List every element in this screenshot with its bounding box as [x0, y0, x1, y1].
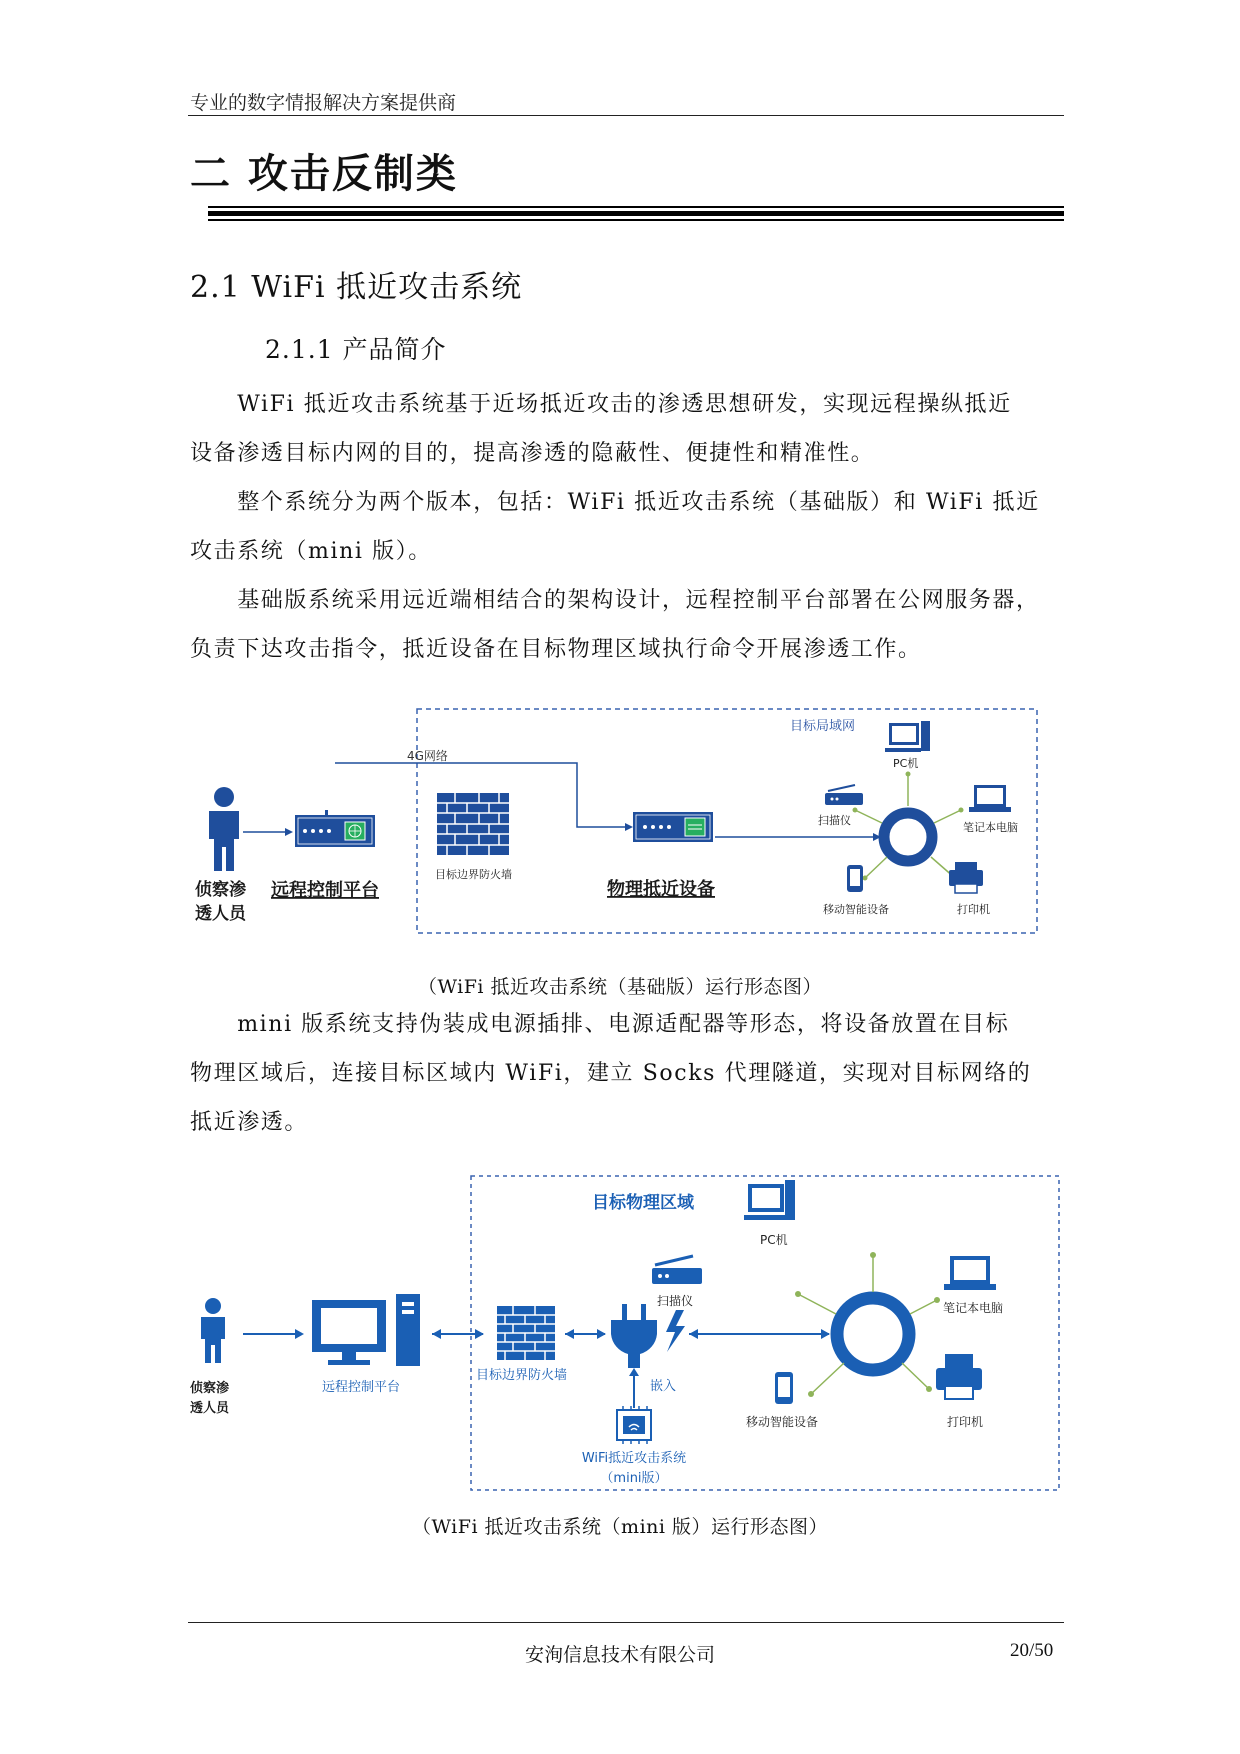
4g-label: 4G网络: [407, 749, 448, 763]
printer-label: 打印机: [947, 1415, 984, 1429]
subsection-title: 2.1.1 产品简介: [265, 335, 447, 364]
pc-label: PC机: [760, 1233, 788, 1247]
paragraph-line: 抵近渗透。: [190, 1110, 309, 1135]
lan-hub-ring: [884, 813, 932, 861]
zone-label: 目标局域网: [790, 719, 856, 734]
footer-rule: [188, 1622, 1064, 1623]
platform-label: 远程控制平台: [322, 1380, 401, 1395]
paragraph-versions: [190, 478, 1062, 576]
mobile-label: 移动智能设备: [746, 1415, 819, 1429]
person-icon: [209, 787, 239, 871]
pc-label: PC机: [893, 757, 919, 770]
header-rule: [188, 115, 1064, 116]
zone-label: 目标物理区域: [592, 1193, 694, 1213]
diagram-basic: [185, 695, 1065, 945]
scanner-label: 扫描仪: [657, 1294, 694, 1308]
chapter-rule: [208, 211, 1064, 216]
diagram-mini: [185, 1168, 1065, 1498]
page-header-text: 专业的数字情报解决方案提供商: [190, 92, 457, 114]
laptop-icon: [944, 1256, 996, 1290]
chip-icon: [617, 1406, 651, 1444]
paragraph-line: 设备渗透目标内网的目的，提高渗透的隐蔽性、便捷性和精准性。: [190, 441, 875, 466]
firewall-label: 目标边界防火墙: [476, 1368, 568, 1383]
pc-icon: [744, 1180, 795, 1220]
firewall-label: 目标边界防火墙: [435, 868, 512, 881]
embed-label: 嵌入: [650, 1379, 677, 1394]
lightning-icon: [666, 1310, 685, 1352]
figure-caption-basic: （WiFi 抵近攻击系统（基础版）运行形态图）: [417, 976, 823, 998]
firewall-icon: [497, 1306, 555, 1360]
mini-device-label: WiFi抵近攻击系统: [581, 1451, 687, 1466]
scanner-label: 扫描仪: [818, 814, 851, 827]
paragraph-basic: [190, 576, 1062, 674]
printer-label: 打印机: [957, 903, 990, 916]
person-label: 侦察渗: [190, 1381, 230, 1396]
device-label: 物理抵近设备: [607, 879, 715, 900]
scanner-icon: [825, 785, 863, 805]
mobile-icon: [775, 1372, 793, 1404]
paragraph-intro: [190, 380, 1062, 478]
person-label: 透人员: [190, 1401, 230, 1416]
server-icon: [295, 810, 375, 847]
paragraph-line: WiFi 抵近攻击系统基于近场抵近攻击的渗透思想研发，实现远程操纵抵近: [190, 392, 1012, 417]
paragraph-line: mini 版系统支持伪装成电源插排、电源适配器等形态，将设备放置在目标: [190, 1012, 1010, 1037]
section-title: 2.1 WiFi 抵近攻击系统: [190, 270, 523, 305]
printer-icon: [936, 1354, 982, 1399]
paragraph-line: 攻击系统（mini 版）。: [190, 539, 432, 564]
chapter-title: 二 攻击反制类: [190, 151, 458, 197]
laptop-label: 笔记本电脑: [943, 1301, 1004, 1315]
footer-company: 安洵信息技术有限公司: [524, 1644, 715, 1666]
mobile-label: 移动智能设备: [823, 903, 889, 916]
laptop-label: 笔记本电脑: [963, 821, 1018, 834]
computer-icon: [312, 1294, 420, 1366]
figure-caption-mini: （WiFi 抵近攻击系统（mini 版）运行形态图）: [411, 1516, 829, 1538]
person-label: 侦察渗: [195, 880, 246, 900]
platform-label: 远程控制平台: [271, 880, 379, 901]
page-number: 20/50: [1010, 1640, 1054, 1661]
person-label: 透人员: [195, 904, 246, 924]
chapter-rule: [208, 219, 1064, 221]
paragraph-line: 基础版系统采用远近端相结合的架构设计，远程控制平台部署在公网服务器，: [190, 588, 1040, 613]
target-lan-zone: [417, 709, 1037, 933]
proximity-device-icon: [633, 812, 713, 842]
chapter-rule: [208, 206, 1064, 208]
printer-icon: [949, 862, 983, 893]
paragraph-line: 物理区域后，连接目标区域内 WiFi，建立 Socks 代理隧道，实现对目标网络的: [190, 1061, 1032, 1086]
firewall-icon: [437, 793, 509, 855]
paragraph-line: 整个系统分为两个版本，包括：WiFi 抵近攻击系统（基础版）和 WiFi 抵近: [190, 490, 1040, 515]
mini-device-label: （mini版）: [600, 1471, 668, 1486]
scanner-icon: [652, 1256, 702, 1284]
power-plug-icon: [611, 1304, 657, 1368]
paragraph-line: 负责下达攻击指令，抵近设备在目标物理区域执行命令开展渗透工作。: [190, 637, 922, 662]
pc-icon: [885, 721, 930, 752]
laptop-icon: [969, 785, 1011, 812]
lan-hub-ring: [837, 1298, 909, 1370]
person-icon: [201, 1298, 225, 1363]
mobile-icon: [847, 865, 863, 892]
paragraph-mini: [190, 1000, 1062, 1147]
